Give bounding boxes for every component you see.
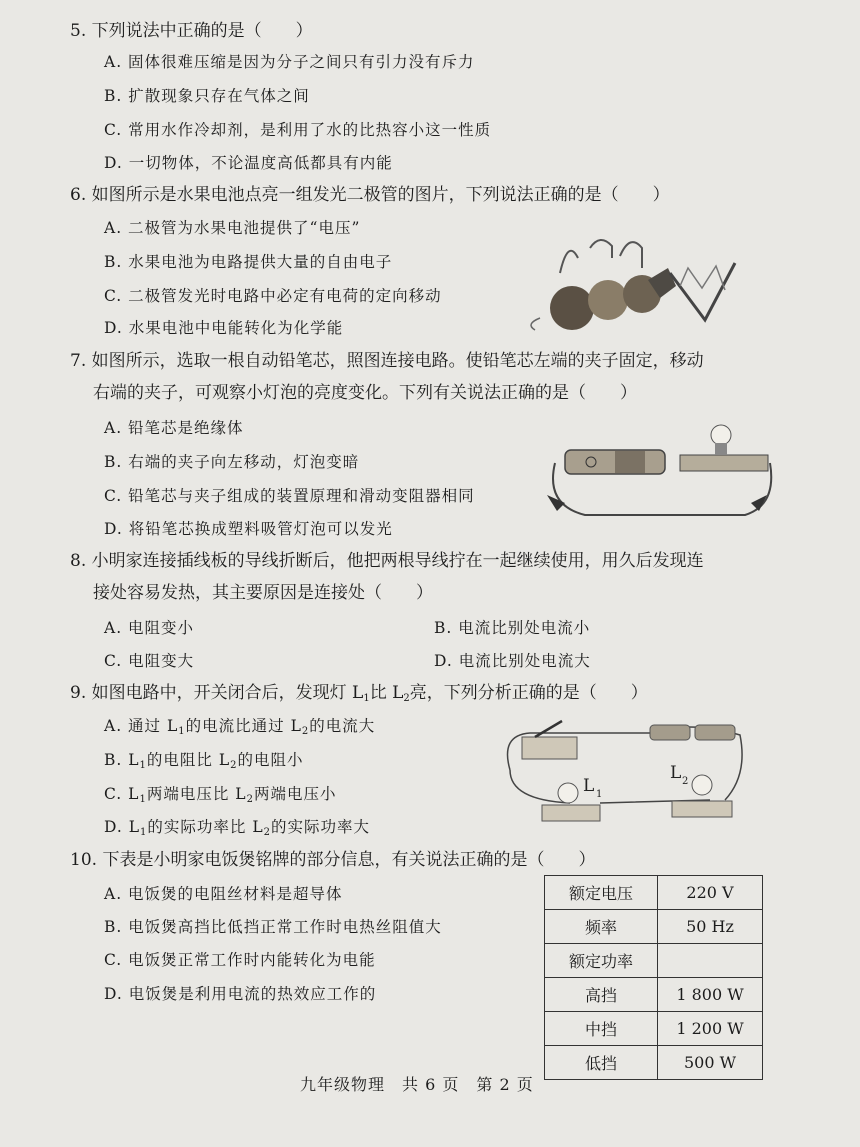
pencil-lead-circuit-figure [545,415,780,535]
question-7-option-a: A. 铅笔芯是绝缘体 [104,419,244,437]
question-9-option-c: C. $L_1$两端电压比 $L_2$两端电压小 [104,785,337,805]
led-strip [670,263,735,320]
label-l1-subscript: 1 [596,789,603,800]
table-row: 频率 50 Hz [545,910,763,944]
question-8-option-b: B. 电流比别处电流小 [434,619,591,637]
label-l1: L [583,776,595,796]
question-5-stem: 5. 下列说法中正确的是（ ） [70,21,313,41]
question-6-option-d: D. 水果电池中电能转化为化学能 [104,319,344,337]
question-10-option-c: C. 电饭煲正常工作时内能转化为电能 [104,951,376,969]
switch [522,737,577,759]
page-footer: 九年级物理 共 6 页 第 2 页 [300,1075,534,1094]
label-l2-subscript: 2 [682,776,689,787]
bulb [711,425,731,445]
question-8-option-d: D. 电流比别处电流大 [434,652,591,670]
table-row: 低挡 500 W [545,1046,763,1080]
fruit-1 [550,286,594,330]
question-8-option-a: A. 电阻变小 [104,619,195,637]
battery-1 [650,725,690,740]
question-9-option-a: A. 通过 $L_1$的电流比通过 $L_2$的电流大 [104,717,376,737]
question-6-option-c: C. 二极管发光时电路中必定有电荷的定向移动 [104,287,442,305]
question-5-option-c: C. 常用水作冷却剂，是利用了水的比热容小这一性质 [104,121,492,139]
battery-2 [695,725,735,740]
question-5-option-d: D. 一切物体，不论温度高低都具有内能 [104,154,393,172]
question-10-option-a: A. 电饭煲的电阻丝材料是超导体 [104,885,343,903]
question-8-stem-line1: 8. 小明家连接插线板的导线折断后，他把两根导线拧在一起继续使用，用久后发现连 [70,551,704,571]
two-lamp-circuit-figure [500,715,750,825]
table-row: 高挡 1 800 W [545,978,763,1012]
lamp-l2-base [672,801,732,817]
question-9-option-b: B. $L_1$的电阻比 $L_2$的电阻小 [104,751,304,771]
lamp-base [680,455,768,471]
table-row: 额定功率 [545,944,763,978]
question-5-option-b: B. 扩散现象只存在气体之间 [104,87,310,105]
table-row: 中挡 1 200 W [545,1012,763,1046]
lamp-l1-base [542,805,600,821]
label-l2: L [670,763,682,783]
question-6-option-a: A. 二极管为水果电池提供了“电压” [104,219,361,237]
question-7-option-d: D. 将铅笔芯换成塑料吸管灯泡可以发光 [104,520,393,538]
question-5-option-a: A. 固体很难压缩是因为分子之间只有引力没有斥力 [104,53,475,71]
question-7-option-c: C. 铅笔芯与夹子组成的装置原理和滑动变阻器相同 [104,487,475,505]
fruit-battery-figure [520,228,750,338]
question-10-stem: 10. 下表是小明家电饭煲铭牌的部分信息，有关说法正确的是（ ） [70,850,596,870]
table-row: 额定电压 220 V [545,876,763,910]
question-10-option-b: B. 电饭煲高挡比低挡正常工作时电热丝阻值大 [104,918,442,936]
lamp-l2-bulb [692,775,712,795]
question-6-stem: 6. 如图所示是水果电池点亮一组发光二极管的图片，下列说法正确的是（ ） [70,185,670,205]
question-9-option-d: D. $L_1$的实际功率比 $L_2$的实际功率大 [104,818,371,838]
question-9-stem: 9. 如图电路中，开关闭合后，发现灯 $L_1$比 $L_2$亮，下列分析正确的是（ ） [70,683,648,704]
question-8-stem-line2: 接处容易发热，其主要原因是连接处（ ） [93,583,433,603]
fruit-2 [588,280,628,320]
question-10-option-d: D. 电饭煲是利用电流的热效应工作的 [104,985,377,1003]
question-8-option-c: C. 电阻变大 [104,652,195,670]
question-6-option-b: B. 水果电池为电路提供大量的自由电子 [104,253,393,271]
question-7-stem-line2: 右端的夹子，可观察小灯泡的亮度变化。下列有关说法正确的是（ ） [93,383,637,403]
rice-cooker-spec-table [544,875,763,1080]
question-7-stem-line1: 7. 如图所示，选取一根自动铅笔芯，照图连接电路。使铅笔芯左端的夹子固定，移动 [70,351,704,371]
question-7-option-b: B. 右端的夹子向左移动，灯泡变暗 [104,453,360,471]
lamp-l1-bulb [558,783,578,803]
